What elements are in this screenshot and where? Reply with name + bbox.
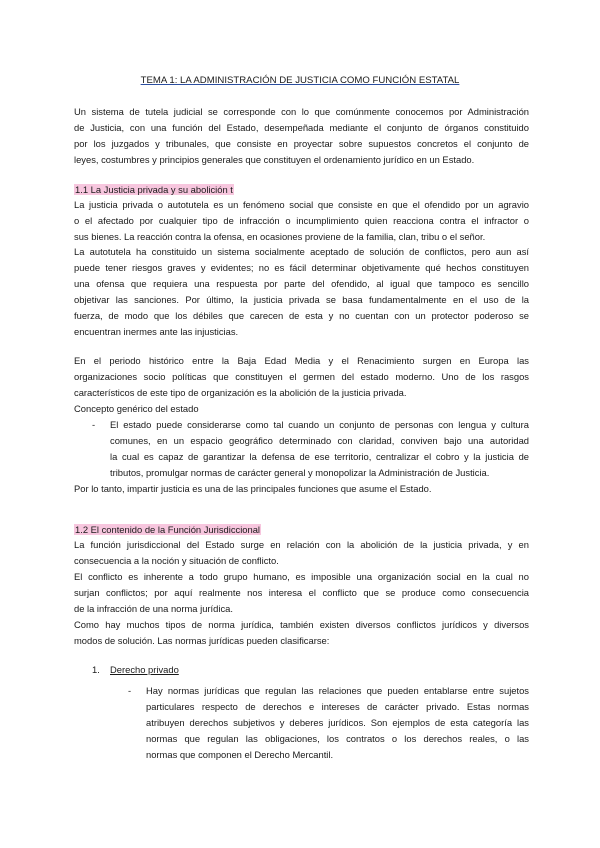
text-line: fuerza, de modo que los débiles que carecen de esta y no cuentan con un protector poderoso se xyxy=(74,310,529,321)
text-line: Como hay muchos tipos de norma jurídica, también existen diversos conflictos jurídicos y diversos xyxy=(74,619,529,630)
text-line: En el periodo histórico entre la Baja Edad Media y el Renacimiento surgen en Europa las xyxy=(74,355,529,366)
text-line: sus bienes. La reacción contra la ofensa, en ocasiones proviene de la familia, clan, tribu o el señor. xyxy=(74,231,486,242)
text-line: organizaciones socio políticas que constituyen el germen del estado moderno. Uno de los rasgos xyxy=(74,371,529,382)
text-line: de Justicia, con una función del Estado, desempeñada mediante el conjunto de órganos constituido xyxy=(74,122,529,133)
text-line: puede tener riesgos graves y evidentes; no es fácil determinar objetivamente qué hechos constituyen xyxy=(74,262,529,273)
text-line: comunes, en un espacio geográfico determinado con claridad, conviven bajo una autoridad xyxy=(110,435,529,446)
text-line: Hay normas jurídicas que regulan las relaciones que pueden entablarse entre sujetos xyxy=(146,685,529,696)
text-line: La autotutela ha constituido un sistema socialmente aceptado de solución de conflictos, pero aun así xyxy=(74,246,529,257)
section1-paragraph-1 xyxy=(74,197,529,245)
text-line: por los juzgados y tribunales, que consiste en proyectar sobre supuestos concretos el conjunto de xyxy=(74,138,529,149)
concept-label: Concepto genérico del estado xyxy=(74,403,199,414)
section2-paragraph-3 xyxy=(74,617,529,649)
document-title: TEMA 1: LA ADMINISTRACIÓN DE JUSTICIA COMO FUNCIÓN ESTATAL xyxy=(140,75,460,86)
text-line: objetivar las sanciones. Por último, la justicia privada se basa fundamentalmente en el uso de la xyxy=(74,294,529,305)
text-line: consecuencia a la noción y situación de conflicto. xyxy=(74,555,279,566)
section-heading-1-2: 1.2 El contenido de la Función Jurisdiccional xyxy=(75,524,261,535)
text-line: La justicia privada o autotutela es un fenómeno social que consiste en que el ofendido por un agravio xyxy=(74,199,529,210)
text-line: tributos, promulgar normas de carácter general y monopolizar la Administración de Justicia. xyxy=(110,467,490,478)
private-law-bullet xyxy=(146,683,529,763)
text-line: normas que componen el Derecho Mercantil. xyxy=(146,749,334,760)
text-line: Por lo tanto, impartir justicia es una de las principales funciones que asume el Estado. xyxy=(74,483,432,494)
bullet-marker: - xyxy=(92,419,96,430)
text-line: normas que regulan las obligaciones, los contratos o los derechos reales, o las xyxy=(146,733,529,744)
section2-paragraph-2 xyxy=(74,569,529,617)
text-line: una ofensa que requiera una respuesta por parte del ofendido, al igual que tampoco es sencillo xyxy=(74,278,529,289)
text-line: El estado puede considerarse como tal cuando un conjunto de personas con lengua y cultura xyxy=(110,419,529,430)
text-line: encuentran inermes ante las injusticias. xyxy=(74,326,239,337)
section2-paragraph-1 xyxy=(74,537,529,569)
text-line: o el afectado por cualquier tipo de infracción o incumplimiento quien reacciona contra el infractor o xyxy=(74,215,529,226)
text-line: El conflicto es inherente a todo grupo humano, es imposible una organización social en la cual no xyxy=(74,571,529,582)
sub-bullet-marker: - xyxy=(128,685,132,696)
section1-paragraph-3 xyxy=(74,353,529,417)
text-line: atribuyen derechos subjetivos y deberes jurídicos. Son ejemplos de esta categoría las xyxy=(146,717,529,728)
text-line: La función jurisdiccional del Estado surge en relación con la abolición de la justicia privada, y en xyxy=(74,539,529,550)
state-concept-bullet xyxy=(110,417,529,481)
text-line: característicos de este tipo de organización es la abolición de la justicia privada. xyxy=(74,387,407,398)
text-line: modos de solución. Las normas jurídicas pueden clasificarse: xyxy=(74,635,330,646)
text-line: de la infracción de una norma jurídica. xyxy=(74,603,233,614)
section1-conclusion xyxy=(74,481,529,497)
list-title-derecho-privado: Derecho privado xyxy=(110,664,179,675)
text-line: leyes, costumbres y principios generales que constituyen el ordenamiento jurídico en un Estado. xyxy=(74,154,475,165)
text-line: surjan conflictos; por aquí realmente nos interesa el conflicto que se produce como consecuencia xyxy=(74,587,529,598)
section-heading-1-1: 1.1 La Justicia privada y su abolición t xyxy=(75,184,233,195)
list-number: 1. xyxy=(92,664,100,675)
text-line: Un sistema de tutela judicial se corresponde con lo que comúnmente conocemos por Administración xyxy=(74,106,529,117)
text-line: particulares respecto de derechos e intereses de carácter privado. Estas normas xyxy=(146,701,529,712)
text-line: la cual es capaz de garantizar la defensa de ese territorio, centralizar el cobro y la justicia de xyxy=(110,451,529,462)
intro-paragraph xyxy=(74,104,529,168)
section1-paragraph-2 xyxy=(74,244,529,340)
